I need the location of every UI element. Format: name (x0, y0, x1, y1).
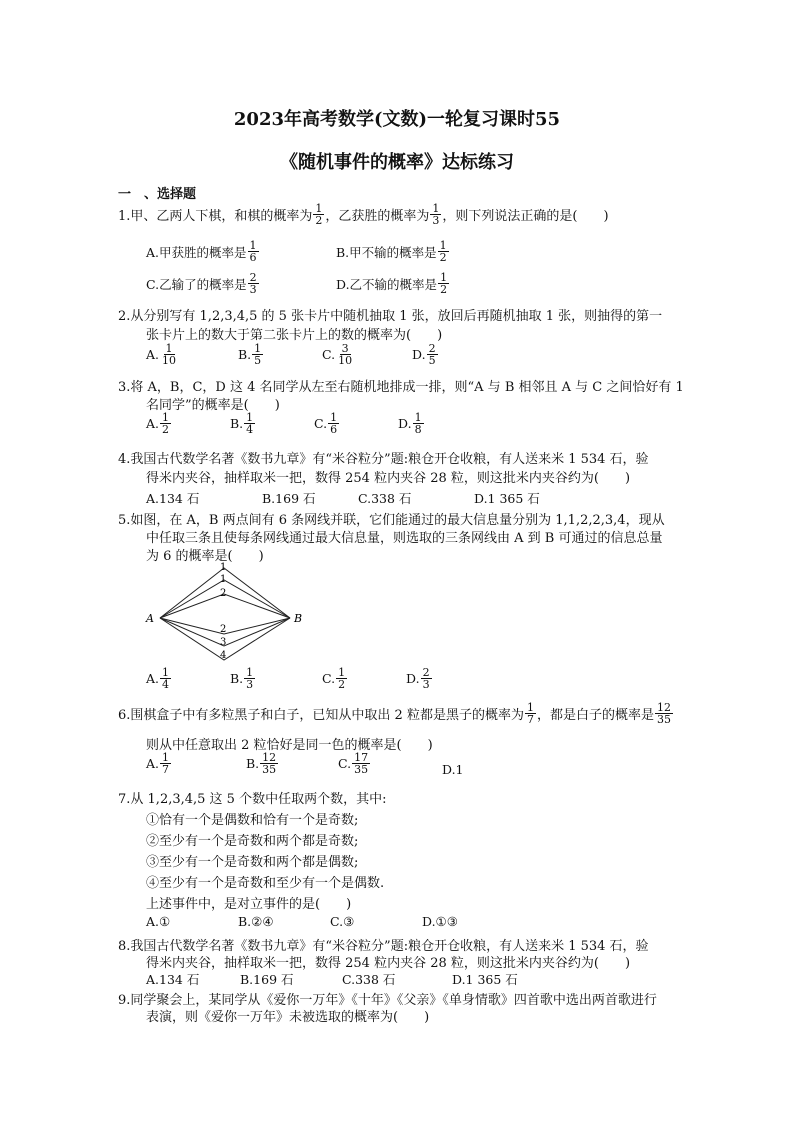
q1-option-b: B.甲不输的概率是 $\frac{1}{2}$ (336, 239, 447, 264)
q5-line-3: 为 6 的概率是( ) (146, 549, 264, 564)
wire-1b (160, 580, 290, 618)
q4-option-c: C.338 石 (358, 491, 412, 506)
q9-line-2: 表演，则《爱你一万年》未被选取的概率为( ) (146, 1010, 430, 1025)
q2-option-a: A. $\frac{1}{10}$ (146, 342, 177, 367)
wire-label-3: 3 (220, 637, 227, 648)
q8-option-a: A.134 石 (146, 972, 200, 987)
q6-line-2: 则从中任意取出 2 粒恰好是同一色的概率是( ) (146, 738, 433, 753)
q6-option-d: D.1 (442, 762, 464, 777)
section-heading: 一 、选择题 (118, 187, 197, 202)
q4-line-1: 4.我国古代数学名著《数书九章》有“米谷粒分”题:粮仓开仓收粮，有人送来米 1 534 石，验 (118, 452, 649, 467)
q6-text-a: 6.围棋盒子中有多粒黑子和白子，已知从中取出 2 粒都是黑子的概率为 (118, 708, 524, 723)
q7-option-a: A.① (146, 914, 171, 929)
q3-line-1: 3.将 A，B，C，D 这 4 名同学从左至右随机地排成一排，则“A 与 B 相邻且 A 与 C 之间恰好有 1 (118, 380, 684, 395)
q3-option-d: D. $\frac{1}{8}$ (398, 411, 422, 436)
q7-line-2: 上述事件中，是对立事件的是( ) (146, 897, 352, 912)
title-line-1: 2023年高考数学(文数)一轮复习课时55 (233, 109, 561, 130)
q8-line-2: 得米内夹谷，抽样取米一把，数得 254 粒内夹谷 28 粒，则这批米内夹谷约为( ) (146, 956, 631, 971)
q7-item-3: ③至少有一个是奇数和两个都是偶数; (146, 855, 359, 870)
q2-option-d: D. $\frac{2}{5}$ (412, 342, 436, 367)
q4-option-b: B.169 石 (262, 491, 316, 506)
q1-text-a: 1.甲、乙两人下棋，和棋的概率为 (118, 209, 313, 224)
q6-text-b: ，都是白子的概率是 (536, 708, 654, 723)
q1-option-c: C.乙输了的概率是 $\frac{2}{3}$ (146, 271, 257, 296)
q9-line-1: 9.同学聚会上，某同学从《爱你一万年》《十年》《父亲》《单身情歌》四首歌中选出两首歌进行 (118, 993, 657, 1008)
q1-text-c: ，则下列说法正确的是( ) (442, 209, 609, 224)
q1-text-b: ，乙获胜的概率为 (325, 209, 430, 224)
q2-line-2: 张卡片上的数大于第二张卡片上的数的概率为( ) (146, 328, 443, 343)
node-a-label: A (146, 612, 154, 625)
q7-option-b: B.②④ (238, 914, 274, 929)
q1-option-a: A.甲获胜的概率是 $\frac{1}{6}$ (146, 239, 257, 264)
q4-option-a: A.134 石 (146, 491, 200, 506)
title-line-2: 《随机事件的概率》达标练习 (280, 152, 514, 173)
q5-line-1: 5.如图，在 A，B 两点间有 6 条网线并联，它们能通过的最大信息量分别为 1,1,2,2,3,4，现从 (118, 513, 665, 528)
q2-option-b: B. $\frac{1}{5}$ (238, 342, 262, 367)
q3-line-2: 名同学”的概率是( ) (146, 398, 280, 413)
q7-option-d: D.①③ (422, 914, 458, 929)
q8-line-1: 8.我国古代数学名著《数书九章》有“米谷粒分”题:粮仓开仓收粮，有人送来米 1 534 石，验 (118, 939, 649, 954)
q5-option-d: D. $\frac{2}{3}$ (406, 666, 430, 691)
q1-stem (118, 203, 609, 226)
q5-option-a: A. $\frac{1}{4}$ (146, 666, 170, 691)
node-b-label: B (294, 612, 303, 625)
q1-frac-draw: $\frac{1}{2}$ (315, 202, 323, 227)
q3-option-b: B. $\frac{1}{4}$ (230, 411, 254, 436)
q4-line-2: 得米内夹谷，抽样取米一把，数得 254 粒内夹谷 28 粒，则这批米内夹谷约为( ) (146, 471, 631, 486)
q1-option-d: D.乙不输的概率是 $\frac{1}{2}$ (336, 271, 448, 296)
q6-frac-white: $\frac{12}{35}$ (656, 701, 671, 726)
wire-label-1b: 1 (220, 574, 227, 585)
q8-option-d: D.1 365 石 (452, 972, 518, 987)
q6-option-c: C. $\frac{17}{35}$ (338, 751, 369, 776)
wire-label-4: 4 (220, 650, 227, 661)
wire-label-2a: 2 (220, 588, 227, 599)
q3-option-a: A. $\frac{1}{2}$ (146, 411, 170, 436)
q3-option-c: C. $\frac{1}{6}$ (314, 411, 338, 436)
q7-line-1: 7.从 1,2,3,4,5 这 5 个数中任取两个数，其中: (118, 792, 387, 807)
q7-item-2: ②至少有一个是奇数和两个都是奇数; (146, 834, 359, 849)
q7-option-c: C.③ (330, 914, 355, 929)
q6-option-b: B. $\frac{12}{35}$ (246, 751, 277, 776)
q8-option-b: B.169 石 (240, 972, 294, 987)
q1-frac-win: $\frac{1}{3}$ (432, 202, 440, 227)
q4-option-d: D.1 365 石 (474, 491, 540, 506)
q6-stem (118, 702, 674, 725)
wire-label-2b: 2 (220, 624, 227, 635)
q2-option-c: C. $\frac{3}{10}$ (322, 342, 353, 367)
wire-label-1a: 1 (220, 562, 227, 573)
q7-item-1: ①恰有一个是偶数和恰有一个是奇数; (146, 813, 359, 828)
q5-option-c: C. $\frac{1}{2}$ (322, 666, 346, 691)
q6-frac-black: $\frac{1}{7}$ (526, 701, 534, 726)
network-figure (140, 560, 320, 666)
q7-item-4: ④至少有一个是奇数和至少有一个是偶数. (146, 876, 385, 891)
q5-line-2: 中任取三条且使每条网线通过最大信息量，则选取的三条网线由 A 到 B 可通过的信息总量 (146, 531, 663, 546)
q6-option-a: A. $\frac{1}{7}$ (146, 751, 170, 776)
q8-option-c: C.338 石 (342, 972, 396, 987)
q2-line-1: 2.从分别写有 1,2,3,4,5 的 5 张卡片中随机抽取 1 张，放回后再随机抽取 1 张，则抽得的第一 (118, 309, 663, 324)
q5-option-b: B. $\frac{1}{3}$ (230, 666, 254, 691)
